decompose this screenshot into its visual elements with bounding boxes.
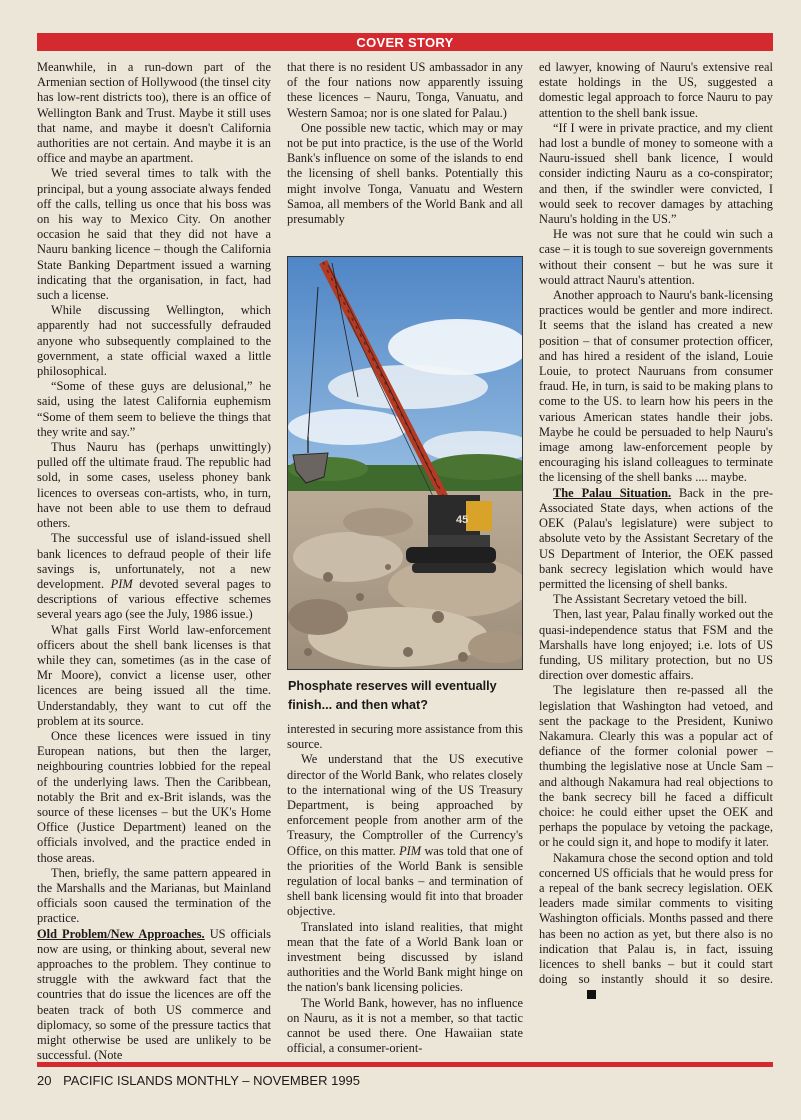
paragraph: Then, briefly, the same pattern appeared in the Marshalls and the Marianas, but Mainland officials soon caused the termination of the practice. bbox=[37, 865, 271, 926]
article-column-3 bbox=[539, 60, 773, 1003]
phosphate-crane-photo bbox=[287, 256, 523, 670]
paragraph: “Some of these guys are delusional,” he said, using the latest California euphemism “Some of them seem to believe the things that they write and say.” bbox=[37, 379, 271, 439]
publication-line: PACIFIC ISLANDS MONTHLY – NOVEMBER 1995 bbox=[63, 1073, 361, 1088]
paragraph-text: Nakamura chose the second option and told concerned US officials that he would press for a repeal of the bank secrecy legislation. OEK leaders made similar comments to visiting Washington officials. Months passed and there has been no action as yet, but there also is no indication that Palau is, in fact, issuing licences to shell banks – but it could start doing so instantly should it so desire. bbox=[539, 850, 773, 987]
paragraph: “If I were in private practice, and my client had lost a bundle of money to someone with a Nauru-issued shell bank licence, I would consider indicting Nauru as a co-conspirator; and then, if the swindler were convicted, I would seek to recover damages by attaching Nauru's holding in the US.” bbox=[539, 120, 773, 227]
paragraph-text: We understand that the US executive director of the World Bank, who relates closely to the international wing of the US Treasury Department, is being approached by enforcement people from another arm of the Treasury, the Comptroller of the Currency's Office, on this matter. bbox=[287, 752, 523, 858]
paragraph: The Assistant Secretary vetoed the bill. bbox=[553, 592, 748, 607]
paragraph: Translated into island realities, that might mean that the fate of a World Bank loan or investment being discussed by island authorities and the World Bank might hinge on the nation's bank licensing policies. bbox=[287, 919, 523, 995]
paragraph: interested in securing more assistance from this source. bbox=[287, 722, 523, 752]
paragraph bbox=[37, 927, 271, 1064]
paragraph-text: devoted several pages to descriptions of various effective schemes several years ago (see the July, 1986 issue.) bbox=[37, 576, 271, 622]
paragraph: The World Bank, however, has no influence on Nauru, as it is not a member, so that tactic cannot be used there. One Hawaiian state official, a consumer-orient- bbox=[287, 995, 523, 1056]
paragraph: He was not sure that he could win such a case – it is tough to sue sovereign governments without their consent – but he was sure it would attract Nauru's attention. bbox=[539, 227, 774, 287]
page-footer bbox=[37, 1073, 360, 1088]
paragraph: Then, last year, Palau finally worked out the quasi-independence status that FSM and the Marshalls have long enjoyed; i.e. lots of US funding, US military protection, but no US direction over domestic affairs. bbox=[539, 607, 773, 683]
paragraph: Another approach to Nauru's bank-licensing practices would be gentler and more indirect. It seems that the island has created a new position – that of consumer protection officer, and has hired a resident of the island, Louie Louie, to protect Nauruans from consumer fraud. He, in turn, is said to be making plans to come to the US. to learn how his peers in the various American states handle their jobs. Maybe he could be persuaded to help Nauru's image among law-enforcement people by encouraging his island colleagues to terminate the licensing of the shell banks .... maybe. bbox=[539, 288, 773, 485]
page-number: 20 bbox=[37, 1073, 52, 1088]
paragraph-text: The successful use of island-issued shell bank licences to defraud people of their life savings is, unfortunately, not a new development. bbox=[37, 531, 271, 591]
paragraph bbox=[287, 752, 523, 919]
end-of-article-icon bbox=[587, 990, 596, 999]
subhead-old-problem: Old Problem/New Approaches. bbox=[37, 926, 205, 941]
paragraph: Meanwhile, in a run-down part of the Armenian section of Hollywood (the tinsel city has low-rent districts too), there is an office of Wellington Bank and Trust. Maybe it still uses that name, and maybe it doesn't California authorities are not certain. And maybe it is an office and maybe an apartment. bbox=[37, 60, 271, 166]
paragraph bbox=[37, 531, 271, 622]
paragraph-text: US officials now are using, or thinking about, several new approaches to the problem. They continue to struggle with the awkward fact that the countries that do issue the licences are off the beaten track of both US commerce and diplomacy, so some of the pressure tactics that might otherwise be used are unlikely to be successful. (Note bbox=[37, 926, 271, 1063]
paragraph-text: Back in the pre-Associated State days, when actions of the OEK (Palau's legislature) were subject to absolute veto by the Assistant Secretary of the US Department of Interior, the OEK passed bank secrecy legislation which would have permitted the licensing of shell banks. bbox=[539, 485, 773, 591]
subhead-palau-situation: The Palau Situation. bbox=[553, 485, 672, 500]
section-label: COVER STORY bbox=[356, 34, 454, 50]
paragraph: What galls First World law-enforcement officers about the shell bank licenses is that while they can, sometimes (as in the case of Mr Moore), convict a license user, other licences are being issued all the time. Understandably, they want to cut off the problem at its source. bbox=[37, 622, 271, 728]
paragraph: The legislature then re-passed all the legislation that Washington had vetoed, and sent the package to the President, Kuniwo Nakamura. Clearly this was a popular act of defiance of the former colonial power – thumbing the legislative nose at Uncle Sam – and although Nakamura had real objections to the bank secrecy bill he faced a difficult choice: he could either upset the OEK and perhaps the populace by vetoing the package, or he could sign it, and hope to modify it later. bbox=[539, 683, 773, 850]
article-column-2-bottom bbox=[287, 722, 523, 1056]
pim-reference: PIM bbox=[110, 576, 133, 591]
paragraph: ed lawyer, knowing of Nauru's extensive real estate holdings in the US, suggested a domestic legal approach to force Nauru to pay attention to the shell bank issue. bbox=[539, 60, 773, 120]
paragraph: Thus Nauru has (perhaps unwittingly) pulled off the ultimate fraud. The republic had sold, in some cases, useless phoney bank licences to overseas con-artists, who, in turn, have not been able to use them to defraud others. bbox=[37, 440, 271, 531]
article-column-2-top bbox=[287, 60, 523, 227]
article-column-1 bbox=[37, 60, 271, 1063]
pim-reference: PIM bbox=[399, 843, 422, 858]
paragraph-text: was told that one of the priorities of the World Bank is sensible regulation of local banks – and termination of shell bank licensing would fit into that broader objective. bbox=[287, 843, 523, 919]
paragraph: While discussing Wellington, which apparently had not successfully defrauded anyone who subsequently complained to the government, a state official waxed a little philosophical. bbox=[37, 303, 271, 379]
paragraph: One possible new tactic, which may or may not be put into practice, is the use of the World Bank's influence on some of the islands to end the licensing of shell banks. Potentially this might involve Tonga, Vanuatu and Western Samoa, all members of the World Bank and all presumably bbox=[287, 120, 523, 227]
photo-caption: Phosphate reserves will eventually finish... and then what? bbox=[288, 679, 497, 712]
paragraph bbox=[539, 851, 773, 1003]
footer-rule bbox=[37, 1062, 773, 1067]
crane-number: 45 bbox=[456, 514, 469, 526]
paragraph: Once these licences were issued in tiny European nations, but then the larger, neighbouring countries lobbied for the repeal of the underlying laws. Then the Caribbean, notably the Brit and ex-Brit islands, was the source of these licenses – but the UK's Home Office (Justice Department) leaned on the officials involved, and the practice ended in those areas. bbox=[37, 728, 271, 865]
section-banner bbox=[37, 33, 773, 51]
paragraph: We tried several times to talk with the principal, but a young associate always fended off the calls, telling us once that his boss was on his way to Mexico City. On another occasion he said that they did not have a Nauru banking licence – though the California State Banking Department issued a warning indicating that the organisation, in fact, had such a license. bbox=[37, 166, 271, 303]
photo-illustration bbox=[288, 257, 523, 670]
paragraph: that there is no resident US ambassador in any of the four nations now apparently issuing these licences – Nauru, Tonga, Vanuatu, and Western Samoa; nor is one slated for Palau.) bbox=[287, 60, 523, 120]
paragraph bbox=[539, 486, 773, 592]
